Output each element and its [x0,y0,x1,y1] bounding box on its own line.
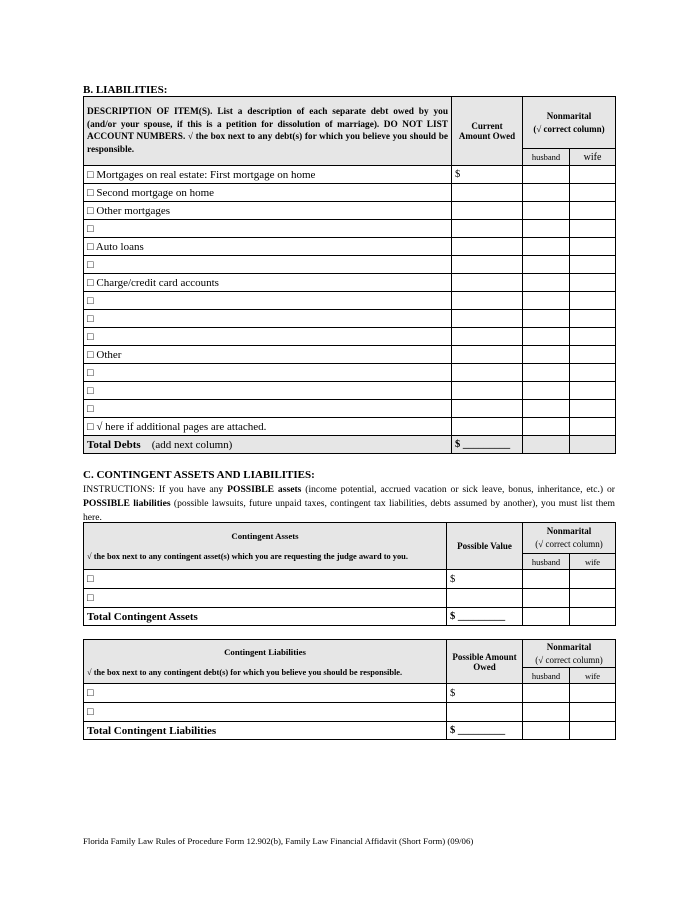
liability-row-label[interactable]: □ [84,292,452,310]
liability-wife-checkbox[interactable] [570,400,616,418]
form-footer: Florida Family Law Rules of Procedure Form 12.902(b), Family Law Financial Affidavit (Short Form) (09/06) [83,836,474,846]
liability-wife-checkbox[interactable] [570,310,616,328]
contingent-asset-row-amount[interactable]: $ [447,570,523,589]
liability-wife-checkbox[interactable] [570,220,616,238]
liabilities-husband-header: husband [523,668,570,684]
liability-husband-checkbox[interactable] [523,256,570,274]
liability-wife-checkbox[interactable] [570,418,616,436]
liability-row [84,382,616,400]
liability-row-amount[interactable] [452,364,523,382]
total-debts-note: (add next column) [151,438,233,451]
contingent-liability-husband-checkbox[interactable] [523,684,570,703]
liability-husband-checkbox[interactable] [523,274,570,292]
liability-wife-checkbox[interactable] [570,184,616,202]
contingent-liability-husband-checkbox[interactable] [523,703,570,722]
liability-row [84,364,616,382]
liability-wife-checkbox[interactable] [570,166,616,184]
liability-row [84,400,616,418]
total-contingent-liabilities-amount[interactable]: $ _________ [447,722,523,740]
liability-row-amount[interactable] [452,184,523,202]
contingent-asset-row-label[interactable]: □ [84,589,447,608]
liability-row [84,238,616,256]
total-contingent-assets-amount[interactable]: $ _________ [447,608,523,626]
liability-husband-checkbox[interactable] [523,400,570,418]
possible-assets-label: POSSIBLE assets [227,484,302,495]
instructions-part-2: (income potential, accrued vacation or sick leave, bonus, inheritance, etc.) or [301,484,615,495]
liability-row [84,202,616,220]
liability-wife-checkbox[interactable] [570,328,616,346]
liability-husband-checkbox[interactable] [523,346,570,364]
liability-row-label[interactable]: □ [84,364,452,382]
nonmarital-label: Nonmarital [546,110,592,121]
total-debts-amount[interactable]: $ _________ [452,436,523,454]
liability-row-amount[interactable] [452,202,523,220]
contingent-assets-header-cell [84,523,447,570]
correct-column-label: (√ correct column) [533,123,605,134]
contingent-asset-wife-checkbox[interactable] [570,570,616,589]
possible-value-header: Possible Value [447,523,523,570]
liability-husband-checkbox[interactable] [523,184,570,202]
liability-row-label[interactable]: □ [84,328,452,346]
assets-nonmarital-label: Nonmarital [546,526,592,536]
liability-wife-checkbox[interactable] [570,382,616,400]
assets-nonmarital-header [523,523,616,554]
total-contingent-liabilities-label: Total Contingent Liabilities [84,722,447,740]
contingent-liability-row-amount[interactable]: $ [447,684,523,703]
contingent-liabilities-table [83,639,616,740]
liability-row-amount[interactable] [452,400,523,418]
total-husband-cell [523,436,570,454]
liability-row-amount[interactable] [452,346,523,364]
liability-row-label[interactable]: □ [84,310,452,328]
liability-row-label[interactable]: □ √ here if additional pages are attached. [84,418,452,436]
husband-header: husband [523,149,570,166]
liabilities-wife-header: wife [570,668,616,684]
contingent-asset-row [84,589,616,608]
contingent-assets-table [83,522,616,626]
liability-row [84,256,616,274]
liability-row-amount[interactable] [452,382,523,400]
liability-wife-checkbox[interactable] [570,238,616,256]
assets-husband-header: husband [523,554,570,570]
liability-row [84,292,616,310]
total-contingent-assets-label: Total Contingent Assets [84,608,447,626]
possible-amount-owed-header: Possible Amount Owed [447,640,523,684]
contingent-asset-wife-checkbox[interactable] [570,589,616,608]
liability-row [84,418,616,436]
liability-row-label[interactable]: □ Charge/credit card accounts [84,274,452,292]
contingent-liabilities-header: Contingent Liabilities [224,646,306,657]
liability-wife-checkbox[interactable] [570,202,616,220]
contingent-liability-wife-checkbox[interactable] [570,703,616,722]
liabilities-nonmarital-label: Nonmarital [546,641,592,652]
liability-wife-checkbox[interactable] [570,364,616,382]
contingent-asset-husband-checkbox[interactable] [523,570,570,589]
liability-wife-checkbox[interactable] [570,292,616,310]
liability-row [84,220,616,238]
liability-row-amount[interactable] [452,418,523,436]
liabilities-total-husband-cell [523,722,570,740]
liability-husband-checkbox[interactable] [523,292,570,310]
liabilities-total-wife-cell [570,722,616,740]
liability-row-label[interactable]: □ Other mortgages [84,202,452,220]
contingent-liability-wife-checkbox[interactable] [570,684,616,703]
liabilities-nonmarital-header [523,640,616,668]
instructions-part-3: (possible lawsuits, future unpaid taxes, contingent tax liabilities, debts assumed by another), you must list them here. [83,498,615,523]
assets-wife-header: wife [570,554,616,570]
liability-row-label[interactable]: □ Other [84,346,452,364]
current-amount-header: Current Amount Owed [452,97,523,166]
liability-row [84,328,616,346]
liability-husband-checkbox[interactable] [523,166,570,184]
contingent-asset-husband-checkbox[interactable] [523,589,570,608]
liability-row-amount[interactable]: $ [452,166,523,184]
liability-wife-checkbox[interactable] [570,346,616,364]
contingent-asset-row [84,570,616,589]
liability-row [84,274,616,292]
total-debts-label: Total Debts [87,438,141,451]
description-header: DESCRIPTION OF ITEM(S). List a description of each separate debt owed by you (and/or your spouse, if this is a petition for dissolution of marriage). DO NOT LIST ACCOUNT NUMBERS. √ the box next to any debt(s) for which you believe you should be responsible. [84,97,452,166]
liability-row-amount[interactable] [452,328,523,346]
liabilities-correct-column-label: (√ correct column) [535,654,603,665]
contingent-liability-row-amount[interactable] [447,703,523,722]
liability-row-label[interactable]: □ Second mortgage on home [84,184,452,202]
liability-husband-checkbox[interactable] [523,238,570,256]
liability-row-label[interactable]: □ [84,256,452,274]
liability-row-amount[interactable] [452,274,523,292]
liability-row-amount[interactable] [452,310,523,328]
liability-husband-checkbox[interactable] [523,202,570,220]
liability-husband-checkbox[interactable] [523,220,570,238]
contingent-assets-header: Contingent Assets [231,531,299,541]
liability-row-amount[interactable] [452,292,523,310]
instructions-part-1: INSTRUCTIONS: If you have any [83,484,228,495]
assets-total-wife-cell [570,608,616,626]
liability-row [84,310,616,328]
contingent-liability-row-label[interactable]: □ [84,684,447,703]
liability-row-amount[interactable] [452,238,523,256]
liability-row-amount[interactable] [452,220,523,238]
liability-row-label[interactable]: □ [84,220,452,238]
liability-wife-checkbox[interactable] [570,256,616,274]
assets-correct-column-label: (√ correct column) [535,539,603,549]
liability-husband-checkbox[interactable] [523,364,570,382]
contingent-assets-subheader: √ the box next to any contingent asset(s) which you are requesting the judge award to you. [87,552,408,561]
contingent-liability-row [84,703,616,722]
nonmarital-header [523,97,616,149]
contingent-liabilities-header-cell [84,640,447,684]
liability-row [84,166,616,184]
liability-row-label[interactable]: □ Auto loans [84,238,452,256]
liability-row [84,346,616,364]
section-c-title: C. CONTINGENT ASSETS AND LIABILITIES: [83,469,315,481]
section-b-title: B. LIABILITIES: [83,84,168,96]
liability-husband-checkbox[interactable] [523,382,570,400]
liability-husband-checkbox[interactable] [523,310,570,328]
contingent-liability-row-label[interactable]: □ [84,703,447,722]
liability-row-amount[interactable] [452,256,523,274]
liability-husband-checkbox[interactable] [523,328,570,346]
instructions [83,483,615,525]
liability-row-label[interactable]: □ [84,382,452,400]
total-debts-cell [84,436,452,454]
liability-row-label[interactable]: □ Mortgages on real estate: First mortgage on home [84,166,452,184]
contingent-liability-row [84,684,616,703]
wife-header: wife [570,149,616,166]
contingent-liabilities-subheader: √ the box next to any contingent debt(s) for which you believe you should be responsible. [87,667,403,677]
liability-wife-checkbox[interactable] [570,274,616,292]
liability-row [84,184,616,202]
liabilities-table [83,96,616,454]
liability-husband-checkbox[interactable] [523,418,570,436]
liability-row-label[interactable]: □ [84,400,452,418]
contingent-asset-row-label[interactable]: □ [84,570,447,589]
total-wife-cell [570,436,616,454]
possible-liabilities-label: POSSIBLE liabilities [83,498,171,509]
contingent-asset-row-amount[interactable] [447,589,523,608]
assets-total-husband-cell [523,608,570,626]
